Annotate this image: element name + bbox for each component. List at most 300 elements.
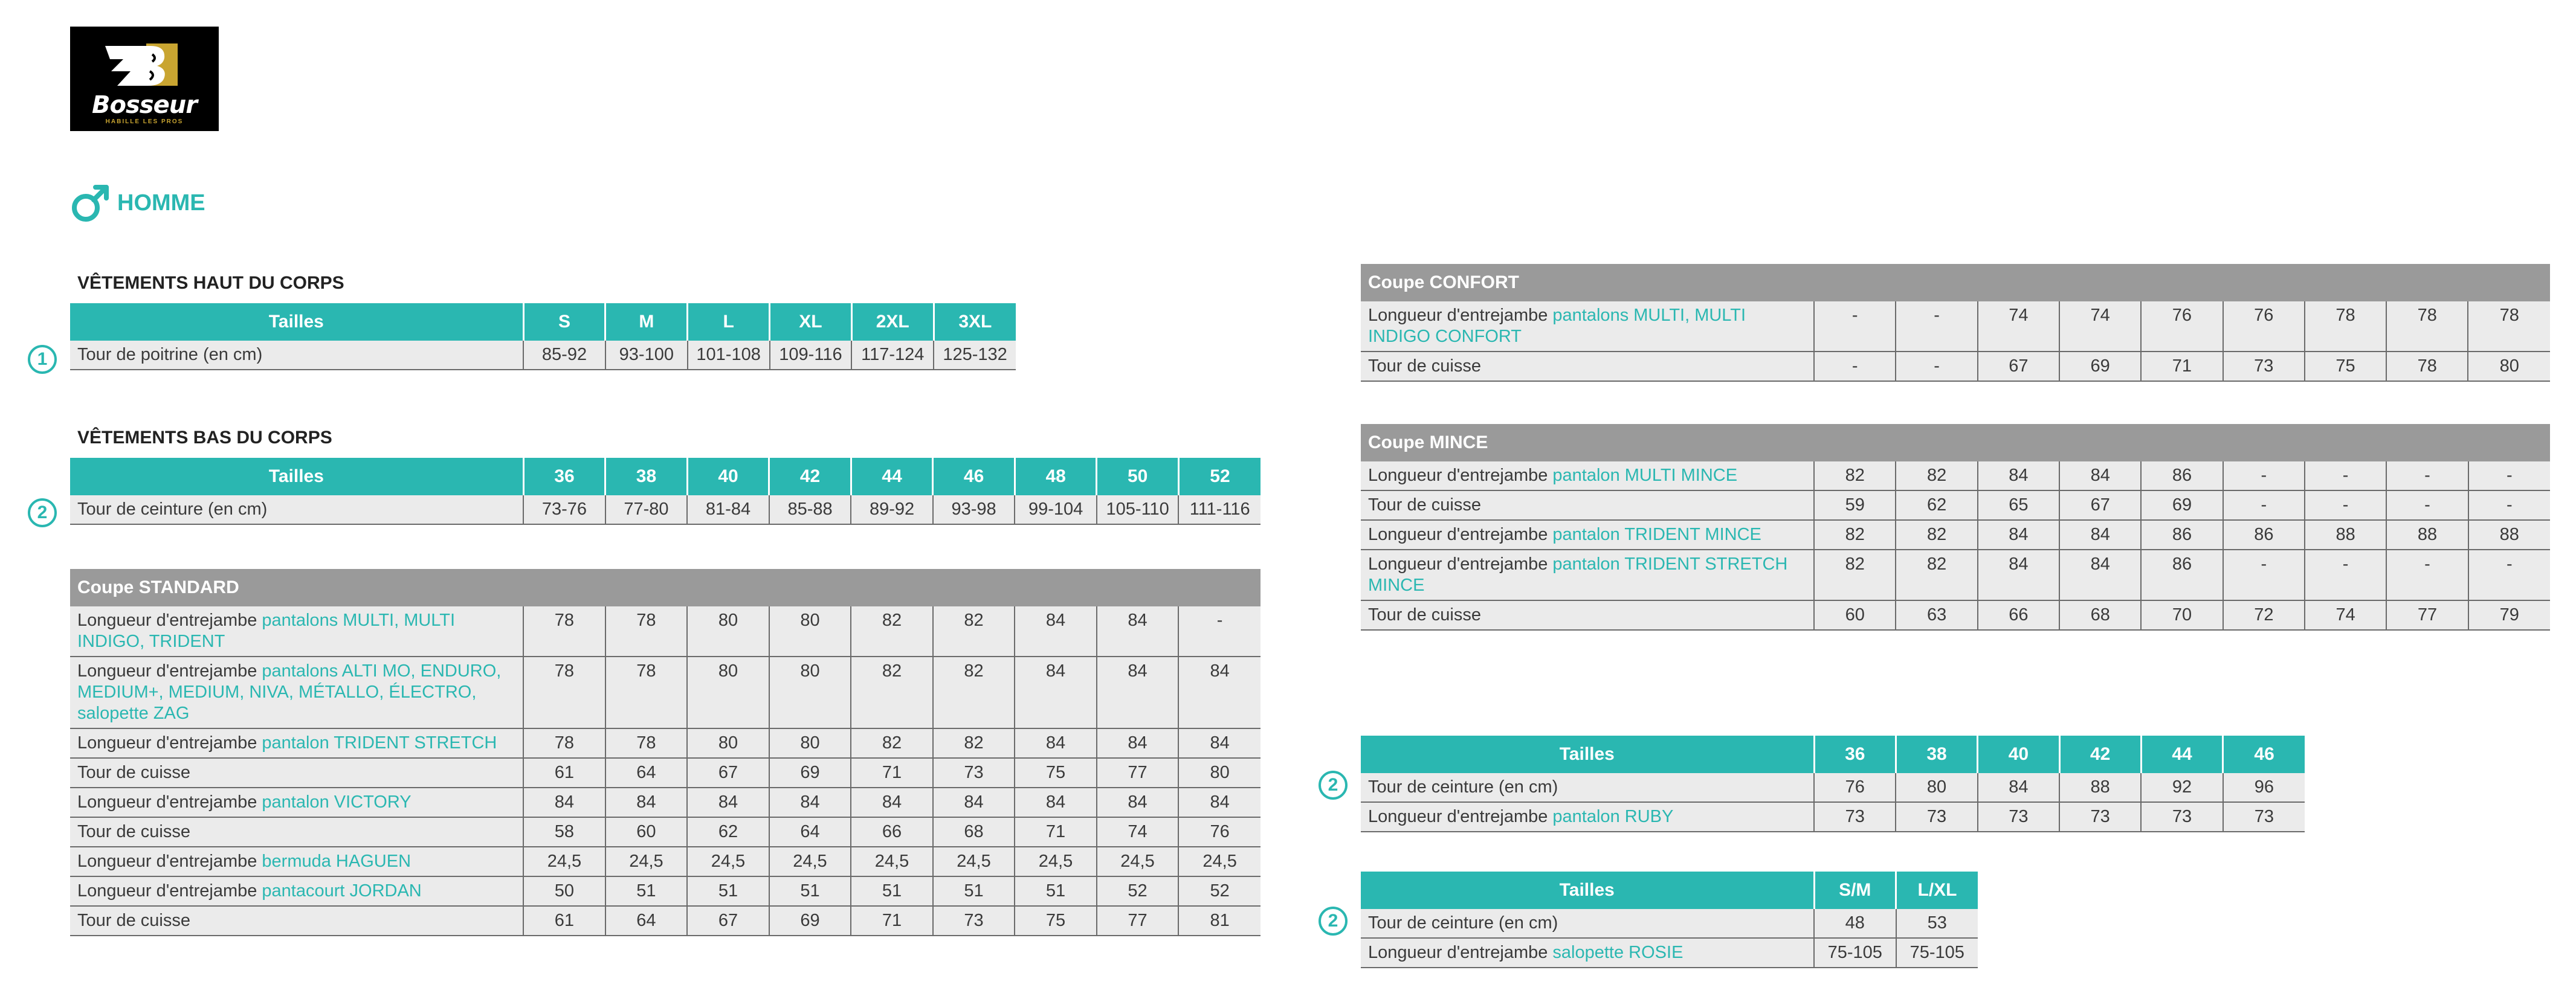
- product-name: pantalon VICTORY: [262, 792, 412, 812]
- product-name: pantalons MULTI, MULTI INDIGO, TRIDENT: [77, 611, 456, 651]
- row-label: [1361, 352, 1814, 381]
- table-cell: 67: [1978, 352, 2059, 381]
- table-cell: 76: [2223, 301, 2305, 352]
- table-cell: 109-116: [770, 341, 852, 370]
- rosie-header-row: [1361, 872, 1978, 909]
- table-cell: 84: [1015, 657, 1097, 728]
- header-size: S/M: [1814, 872, 1896, 909]
- table-cell: 84: [1178, 788, 1261, 817]
- table-cell: 85-88: [769, 495, 851, 524]
- upper-size-table: [70, 303, 1016, 370]
- table-cell: 84: [1097, 728, 1179, 758]
- table-cell: 24,5: [769, 847, 851, 876]
- table-cell: 80: [769, 728, 851, 758]
- table-cell: 68: [2059, 600, 2141, 630]
- confort-fit-table: [1361, 264, 2550, 382]
- table-row: [70, 817, 1261, 847]
- table-row: [70, 606, 1261, 657]
- table-cell: 67: [687, 906, 769, 936]
- table-cell: 73: [2141, 802, 2223, 832]
- table-cell: 64: [605, 906, 688, 936]
- logo-mark-icon: [99, 40, 190, 88]
- table-cell: 84: [1978, 773, 2059, 802]
- table-cell: 84: [1097, 606, 1179, 657]
- table-cell: -: [2468, 490, 2550, 520]
- ruby-badge: 2: [1319, 771, 1348, 800]
- table-cell: -: [1896, 301, 1977, 352]
- table-cell: 84: [769, 788, 851, 817]
- row-label: [1361, 550, 1814, 600]
- table-cell: 58: [523, 817, 605, 847]
- product-name: salopette ROSIE: [1552, 943, 1683, 962]
- table-cell: 59: [1814, 490, 1896, 520]
- product-name: pantalon MULTI MINCE: [1552, 466, 1738, 485]
- table-cell: -: [2223, 490, 2305, 520]
- table-cell: 82: [1814, 520, 1896, 550]
- row-label-text: Longueur d'entrejambe: [1368, 807, 1553, 826]
- table-cell: 89-92: [851, 495, 933, 524]
- table-cell: 75: [1015, 906, 1097, 936]
- row-label: [1361, 490, 1814, 520]
- table-cell: 76: [2141, 301, 2223, 352]
- table-cell: 77-80: [605, 495, 688, 524]
- table-cell: 99-104: [1015, 495, 1097, 524]
- header-tailles: Tailles: [70, 458, 523, 495]
- table-cell: 84: [933, 788, 1015, 817]
- table-cell: 78: [2386, 352, 2468, 381]
- row-label-text: Longueur d'entrejambe: [77, 611, 262, 630]
- lower-badge: 2: [28, 498, 57, 527]
- upper-body-title: VÊTEMENTS HAUT DU CORPS: [77, 273, 344, 293]
- table-cell: 63: [1896, 600, 1977, 630]
- table-cell: 82: [1814, 550, 1896, 600]
- row-label: [1361, 301, 1814, 352]
- table-cell: 51: [605, 876, 688, 906]
- table-cell: 88: [2468, 520, 2550, 550]
- table-cell: 51: [687, 876, 769, 906]
- row-label-text: Longueur d'entrejambe: [1368, 554, 1553, 574]
- table-cell: -: [2305, 550, 2386, 600]
- ruby-header-row: [1361, 736, 2305, 773]
- table-cell: 76: [1178, 817, 1261, 847]
- table-cell: 86: [2223, 520, 2305, 550]
- table-cell: 50: [523, 876, 605, 906]
- table-row: [70, 758, 1261, 788]
- header-size: L: [688, 303, 770, 341]
- row-label: [70, 847, 523, 876]
- table-cell: 24,5: [1178, 847, 1261, 876]
- table-cell: -: [2305, 490, 2386, 520]
- table-cell: 85-92: [523, 341, 605, 370]
- row-label-text: Longueur d'entrejambe: [77, 661, 262, 681]
- table-cell: 125-132: [934, 341, 1016, 370]
- table-cell: 80: [687, 728, 769, 758]
- table-cell: 62: [1896, 490, 1977, 520]
- table-cell: 80: [687, 606, 769, 657]
- table-cell: 24,5: [687, 847, 769, 876]
- header-size: 48: [1015, 458, 1097, 495]
- table-cell: 105-110: [1097, 495, 1179, 524]
- header-size: 40: [687, 458, 769, 495]
- table-cell: -: [2305, 461, 2386, 490]
- table-cell: 84: [687, 788, 769, 817]
- table-cell: -: [2468, 550, 2550, 600]
- row-label-text: Tour de cuisse: [1368, 356, 1481, 376]
- header-size: 38: [605, 458, 688, 495]
- table-cell: 82: [933, 728, 1015, 758]
- table-cell: 53: [1896, 909, 1978, 938]
- mince-fit-title: Coupe MINCE: [1361, 424, 2550, 461]
- table-cell: 66: [1978, 600, 2059, 630]
- table-cell: 82: [1896, 520, 1977, 550]
- table-cell: 51: [1015, 876, 1097, 906]
- product-name: pantalons ALTI MO, ENDURO, MEDIUM+, MEDIUM, NIVA, MÉTALLO, ÉLECTRO, salopette ZAG: [77, 661, 502, 723]
- row-label-text: Longueur d'entrejambe: [1368, 306, 1553, 325]
- table-cell: 51: [851, 876, 933, 906]
- product-name: pantalon TRIDENT MINCE: [1552, 525, 1761, 544]
- table-cell: 75-105: [1896, 938, 1978, 968]
- table-cell: 96: [2223, 773, 2305, 802]
- table-cell: 75: [2305, 352, 2386, 381]
- header-size: 36: [523, 458, 605, 495]
- table-cell: 82: [1896, 461, 1977, 490]
- row-label: [1361, 520, 1814, 550]
- header-size: 3XL: [934, 303, 1016, 341]
- table-cell: 71: [1015, 817, 1097, 847]
- standard-fit-title: Coupe STANDARD: [70, 569, 1261, 606]
- header-size: M: [605, 303, 688, 341]
- row-label-text: Tour de cuisse: [77, 911, 190, 930]
- row-label-text: Tour de ceinture (en cm): [1368, 913, 1558, 933]
- table-cell: -: [1896, 352, 1977, 381]
- table-cell: 77: [1097, 906, 1179, 936]
- table-cell: 77: [1097, 758, 1179, 788]
- header-size: L/XL: [1896, 872, 1978, 909]
- table-cell: 84: [1178, 657, 1261, 728]
- header-size: 44: [851, 458, 933, 495]
- row-label-text: Longueur d'entrejambe: [1368, 943, 1553, 962]
- upper-header-row: [70, 303, 1016, 341]
- confort-body: [1361, 301, 2550, 381]
- product-name: pantalon TRIDENT STRETCH MINCE: [1368, 554, 1788, 595]
- table-cell: 92: [2141, 773, 2223, 802]
- table-row: [70, 495, 1261, 524]
- table-cell: 71: [2141, 352, 2223, 381]
- row-label: [70, 817, 523, 847]
- ruby-size-table: [1361, 736, 2305, 832]
- table-cell: 93-100: [605, 341, 688, 370]
- table-cell: 71: [851, 758, 933, 788]
- row-label: [1361, 773, 1814, 802]
- confort-fit-title: Coupe CONFORT: [1361, 264, 2550, 301]
- table-cell: 84: [1015, 728, 1097, 758]
- row-label-text: Tour de cuisse: [1368, 605, 1481, 625]
- table-cell: -: [1814, 352, 1896, 381]
- table-cell: 75-105: [1814, 938, 1896, 968]
- mince-body: [1361, 461, 2550, 630]
- row-label-text: Tour de cuisse: [77, 763, 190, 782]
- table-cell: 64: [769, 817, 851, 847]
- header-tailles: Tailles: [1361, 872, 1814, 909]
- table-cell: 80: [769, 606, 851, 657]
- table-cell: 78: [523, 657, 605, 728]
- row-label: [1361, 909, 1814, 938]
- table-cell: 78: [2468, 301, 2550, 352]
- row-label: [70, 657, 523, 728]
- row-label-text: Tour de cuisse: [1368, 495, 1481, 515]
- row-label: [1361, 461, 1814, 490]
- table-cell: 82: [1896, 550, 1977, 600]
- table-cell: 86: [2141, 520, 2223, 550]
- table-cell: 73: [2223, 352, 2305, 381]
- table-cell: 74: [2059, 301, 2141, 352]
- table-cell: 84: [2059, 550, 2141, 600]
- table-cell: 73: [1978, 802, 2059, 832]
- rosie-badge: 2: [1319, 907, 1348, 936]
- table-cell: 68: [933, 817, 1015, 847]
- table-cell: 64: [605, 758, 688, 788]
- row-label: [70, 758, 523, 788]
- header-size: 38: [1896, 736, 1977, 773]
- lower-header-row: [70, 458, 1261, 495]
- table-row: [70, 788, 1261, 817]
- table-cell: 72: [2223, 600, 2305, 630]
- product-name: pantalon TRIDENT STRETCH: [262, 733, 497, 753]
- table-row: [70, 728, 1261, 758]
- table-cell: 84: [1015, 606, 1097, 657]
- table-cell: 24,5: [851, 847, 933, 876]
- table-cell: -: [2386, 490, 2468, 520]
- table-cell: 78: [2305, 301, 2386, 352]
- table-cell: 78: [605, 606, 688, 657]
- table-cell: 78: [605, 657, 688, 728]
- table-cell: 74: [1978, 301, 2059, 352]
- table-cell: -: [1178, 606, 1261, 657]
- table-row: [70, 876, 1261, 906]
- table-cell: 88: [2305, 520, 2386, 550]
- lower-size-table: [70, 458, 1261, 525]
- table-cell: 24,5: [523, 847, 605, 876]
- table-cell: 81: [1178, 906, 1261, 936]
- table-cell: 80: [769, 657, 851, 728]
- table-cell: 84: [1015, 788, 1097, 817]
- table-cell: 62: [687, 817, 769, 847]
- table-row: [1361, 550, 2550, 600]
- row-label-text: Tour de poitrine (en cm): [77, 345, 263, 364]
- row-label: [1361, 600, 1814, 630]
- table-cell: -: [2223, 550, 2305, 600]
- table-cell: 73: [933, 906, 1015, 936]
- row-label: [70, 728, 523, 758]
- row-label-text: Tour de cuisse: [77, 822, 190, 841]
- table-cell: 77: [2386, 600, 2468, 630]
- table-cell: 60: [605, 817, 688, 847]
- table-cell: -: [1814, 301, 1896, 352]
- table-cell: 70: [2141, 600, 2223, 630]
- table-cell: 82: [851, 657, 933, 728]
- table-cell: 24,5: [1015, 847, 1097, 876]
- table-cell: 73: [1896, 802, 1977, 832]
- table-cell: 84: [1978, 550, 2059, 600]
- header-size: 44: [2141, 736, 2223, 773]
- rosie-size-table: [1361, 872, 1978, 968]
- header-tailles: Tailles: [1361, 736, 1814, 773]
- row-label: [1361, 938, 1814, 968]
- upper-body: [70, 341, 1016, 370]
- table-cell: 84: [1178, 728, 1261, 758]
- standard-body: [70, 606, 1261, 936]
- table-cell: 84: [523, 788, 605, 817]
- lower-body-title: VÊTEMENTS BAS DU CORPS: [77, 428, 332, 448]
- table-cell: 65: [1978, 490, 2059, 520]
- table-cell: 84: [2059, 461, 2141, 490]
- product-name: pantacourt JORDAN: [262, 881, 422, 901]
- table-cell: -: [2386, 461, 2468, 490]
- table-cell: 67: [2059, 490, 2141, 520]
- table-cell: 79: [2468, 600, 2550, 630]
- header-size: 40: [1978, 736, 2059, 773]
- product-name: bermuda HAGUEN: [262, 852, 412, 871]
- ruby-body: [1361, 773, 2305, 832]
- table-cell: 69: [769, 758, 851, 788]
- table-cell: 24,5: [1097, 847, 1179, 876]
- table-cell: 71: [851, 906, 933, 936]
- table-cell: 73-76: [523, 495, 605, 524]
- row-label: [70, 906, 523, 936]
- table-cell: 74: [1097, 817, 1179, 847]
- table-cell: -: [2386, 550, 2468, 600]
- header-size: 36: [1814, 736, 1896, 773]
- header-size: 50: [1097, 458, 1179, 495]
- table-cell: 73: [933, 758, 1015, 788]
- table-cell: 81-84: [687, 495, 769, 524]
- header-size: 42: [2059, 736, 2141, 773]
- table-cell: 67: [687, 758, 769, 788]
- table-cell: 84: [1978, 520, 2059, 550]
- table-cell: 24,5: [933, 847, 1015, 876]
- table-cell: 48: [1814, 909, 1896, 938]
- row-label-text: Longueur d'entrejambe: [1368, 466, 1553, 485]
- logo-brand-text: Bosseur: [92, 91, 197, 119]
- table-row: [70, 906, 1261, 936]
- table-cell: 93-98: [933, 495, 1015, 524]
- table-cell: -: [2223, 461, 2305, 490]
- table-cell: 69: [2059, 352, 2141, 381]
- row-label-text: Tour de ceinture (en cm): [77, 500, 268, 519]
- header-size: 2XL: [851, 303, 934, 341]
- table-cell: 117-124: [851, 341, 934, 370]
- table-cell: 88: [2386, 520, 2468, 550]
- table-cell: 52: [1178, 876, 1261, 906]
- logo-tagline: HABILLE LES PROS: [105, 118, 184, 125]
- row-label-text: Longueur d'entrejambe: [77, 881, 262, 901]
- table-row: [70, 847, 1261, 876]
- table-row: [1361, 600, 2550, 630]
- table-cell: 86: [2141, 550, 2223, 600]
- table-cell: 61: [523, 906, 605, 936]
- table-cell: 61: [523, 758, 605, 788]
- row-label: [70, 341, 523, 370]
- table-cell: 73: [2059, 802, 2141, 832]
- table-cell: 82: [851, 728, 933, 758]
- table-row: [1361, 490, 2550, 520]
- table-cell: 24,5: [605, 847, 688, 876]
- table-cell: 82: [933, 606, 1015, 657]
- table-row: [1361, 520, 2550, 550]
- male-symbol-icon: [70, 182, 111, 223]
- table-cell: 74: [2305, 600, 2386, 630]
- table-cell: 80: [1896, 773, 1977, 802]
- table-cell: 78: [523, 606, 605, 657]
- header-size: S: [523, 303, 605, 341]
- row-label-text: Longueur d'entrejambe: [77, 733, 262, 753]
- table-cell: 69: [2141, 490, 2223, 520]
- row-label: [70, 788, 523, 817]
- table-row: [1361, 461, 2550, 490]
- table-cell: 84: [851, 788, 933, 817]
- table-cell: 84: [1097, 657, 1179, 728]
- table-cell: -: [2468, 461, 2550, 490]
- table-cell: 73: [1814, 802, 1896, 832]
- table-row: [1361, 938, 1978, 968]
- table-cell: 86: [2141, 461, 2223, 490]
- table-cell: 84: [1978, 461, 2059, 490]
- table-cell: 78: [523, 728, 605, 758]
- table-cell: 82: [1814, 461, 1896, 490]
- table-cell: 66: [851, 817, 933, 847]
- row-label-text: Longueur d'entrejambe: [77, 792, 262, 812]
- row-label: [70, 606, 523, 657]
- table-cell: 82: [933, 657, 1015, 728]
- product-name: pantalons MULTI, MULTI INDIGO CONFORT: [1368, 306, 1746, 346]
- product-name: pantalon RUBY: [1552, 807, 1674, 826]
- table-row: [1361, 773, 2305, 802]
- table-cell: 80: [687, 657, 769, 728]
- table-row: [1361, 802, 2305, 832]
- row-label: [1361, 802, 1814, 832]
- table-cell: 60: [1814, 600, 1896, 630]
- table-cell: 75: [1015, 758, 1097, 788]
- standard-fit-table: [70, 569, 1261, 936]
- section-title-text: HOMME: [117, 190, 205, 216]
- table-cell: 73: [2223, 802, 2305, 832]
- header-size: 46: [2223, 736, 2305, 773]
- table-cell: 76: [1814, 773, 1896, 802]
- table-cell: 78: [605, 728, 688, 758]
- table-cell: 84: [1097, 788, 1179, 817]
- table-cell: 84: [2059, 520, 2141, 550]
- header-size: 46: [933, 458, 1015, 495]
- row-label: [70, 495, 523, 524]
- section-title: [70, 182, 205, 223]
- header-size: 52: [1178, 458, 1261, 495]
- header-size: XL: [770, 303, 852, 341]
- table-cell: 84: [605, 788, 688, 817]
- table-cell: 80: [1178, 758, 1261, 788]
- table-row: [1361, 909, 1978, 938]
- table-cell: 101-108: [688, 341, 770, 370]
- table-cell: 78: [2386, 301, 2468, 352]
- upper-badge: 1: [28, 345, 57, 374]
- row-label: [70, 876, 523, 906]
- row-label-text: Tour de ceinture (en cm): [1368, 777, 1558, 797]
- table-cell: 111-116: [1178, 495, 1261, 524]
- table-row: [70, 657, 1261, 728]
- lower-body: [70, 495, 1261, 524]
- row-label-text: Longueur d'entrejambe: [77, 852, 262, 871]
- table-row: [1361, 352, 2550, 381]
- brand-logo: [70, 27, 219, 131]
